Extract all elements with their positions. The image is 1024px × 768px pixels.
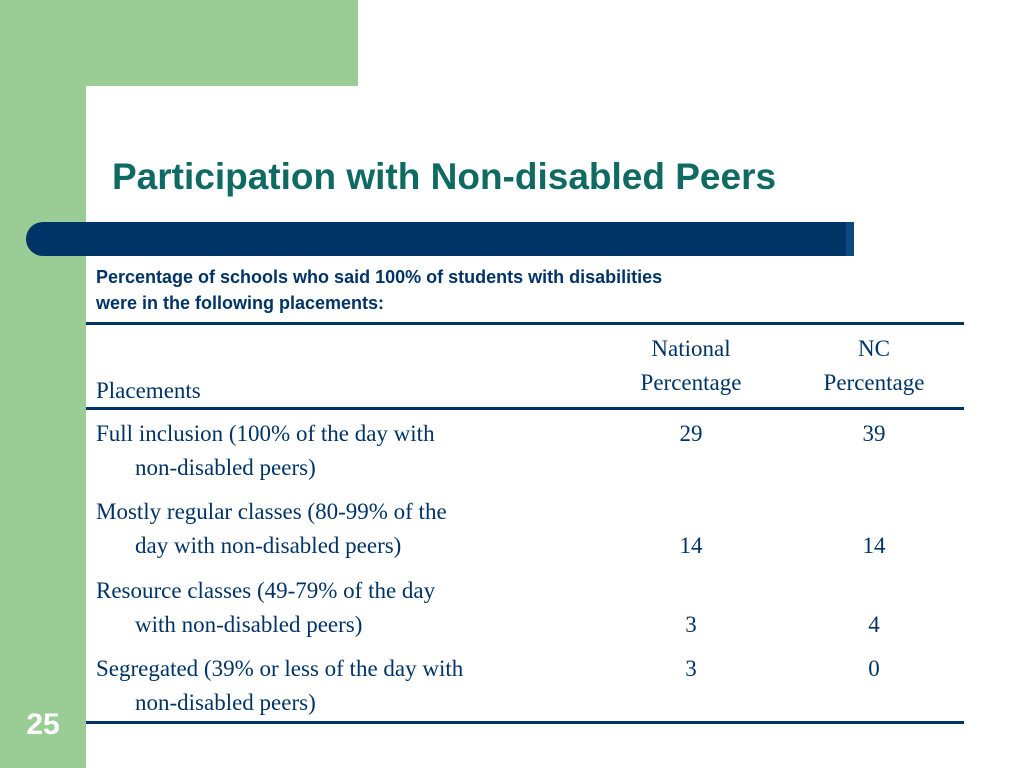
placements-table [86,322,964,724]
national-value: 14 [679,533,703,558]
placement-label [96,652,463,720]
placement-label [96,417,435,485]
header-bottom-rule [86,407,964,410]
header-national-line-1: National [651,336,731,361]
slide-title: Participation with Non-disabled Peers [112,156,777,197]
nc-value: 39 [862,421,886,446]
placement-label-line-1: Resource classes (49-79% of the day [96,578,436,603]
table-row [86,652,964,730]
placement-label-line-1: Segregated (39% or less of the day with [96,656,464,681]
table-row [86,574,964,652]
placement-label-line-2: day with non-disabled peers) [135,533,402,558]
table-row [86,495,964,573]
table-caption-line-1: Percentage of schools who said 100% of students with disabilities [96,267,663,287]
title-divider-bar [26,222,852,256]
table-caption [96,264,856,316]
slide-page-number: 25 [26,708,60,741]
header-nc-line-1: NC [858,336,890,361]
table-row [86,417,964,495]
header-national [596,332,786,400]
header-placements: Placements [96,378,201,403]
placement-label-line-1: Full inclusion (100% of the day with [96,421,435,446]
green-top-band [0,0,358,86]
nc-value: 0 [868,656,880,681]
table-top-rule [86,322,964,325]
green-side-band [0,0,86,768]
placement-label [96,495,447,563]
title-divider-bar-end [846,222,854,256]
national-value: 29 [679,421,703,446]
table-bottom-rule [86,721,964,724]
header-national-line-2: Percentage [640,370,742,395]
placement-label-line-1: Mostly regular classes (80-99% of the [96,499,447,524]
national-value: 3 [685,612,697,637]
placement-label-line-2: with non-disabled peers) [135,612,363,637]
nc-value: 4 [868,612,880,637]
placement-label-line-2: non-disabled peers) [135,690,316,715]
placement-label-line-2: non-disabled peers) [135,455,316,480]
header-nc-line-2: Percentage [823,370,925,395]
national-value: 3 [685,656,697,681]
table-caption-line-2: were in the following placements: [96,293,385,313]
nc-value: 14 [862,533,886,558]
header-nc [779,332,969,400]
placement-label [96,574,435,642]
